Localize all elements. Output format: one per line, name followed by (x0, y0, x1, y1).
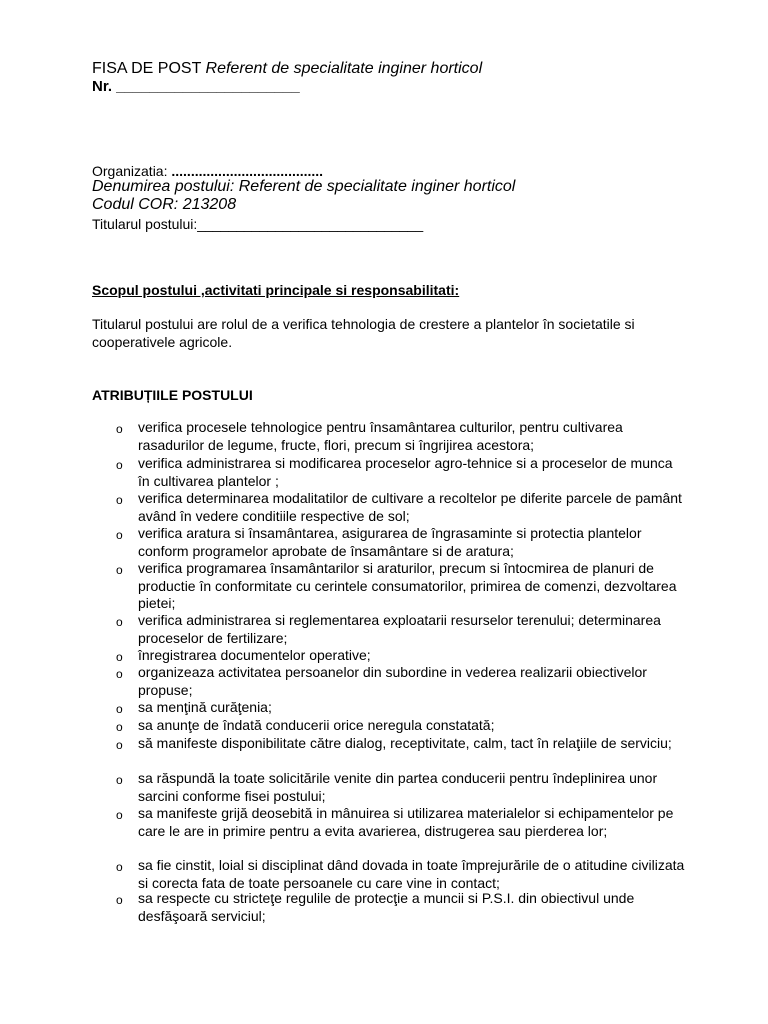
bullet-icon: o (116, 720, 123, 734)
duty-text: sa menţină curăţenia; (138, 699, 272, 715)
duty-item (116, 717, 686, 735)
cor-code-line: Codul COR: 213208 (92, 196, 237, 213)
duty-text: sa respecte cu stricteţe regulile de protecţie a muncii si P.S.I. din obiectivul unde desfăşoară serviciul; (138, 890, 635, 924)
duty-item (116, 699, 686, 717)
duty-item (116, 525, 686, 560)
title-job: Referent de specialitate inginer horticol (205, 60, 483, 77)
duty-item (116, 560, 686, 613)
bullet-icon: o (116, 422, 123, 436)
duty-item (116, 664, 686, 699)
duty-item (116, 890, 686, 925)
title-prefix: FISA DE POST (92, 60, 202, 77)
bullet-icon: o (116, 893, 123, 907)
bullet-icon: o (116, 860, 123, 874)
duty-text: verifica administrarea si modificarea proceselor agro-tehnice si a proceselor de munca în cultivarea plantelor ; (138, 455, 673, 489)
duty-text: sa manifeste grijă deosebită in mânuirea si utilizarea materialelor si echipamentelor pe care le are in primire pentru a evita avarierea, distrugerea sau pierderea lor; (138, 805, 674, 839)
duty-text: verifica procesele tehnologice pentru însamântarea culturilor, pentru cultivarea rasadurilor de legume, fructe, flori, precum si îngrijirea acestora; (138, 419, 623, 453)
duty-item (116, 805, 686, 840)
bullet-icon: o (116, 808, 123, 822)
duty-text: verifica programarea însamântarilor si araturilor, precum si întocmirea de planuri de productie în conformitate cu cerintele consumatorilor, primirea de comenzi, dezvoltarea pietei; (138, 560, 677, 611)
duty-text: verifica determinarea modalitatilor de cultivare a recoltelor pe diferite parcele de pamânt având în vedere conditiile respective de sol; (138, 490, 682, 524)
duty-item (116, 647, 686, 665)
bullet-icon: o (116, 493, 123, 507)
duty-text: organizeaza activitatea persoanelor din subordine in vederea realizarii obiectivelor propuse; (138, 664, 647, 698)
duty-item (116, 612, 686, 647)
duty-item (116, 419, 686, 454)
duty-item (116, 490, 686, 525)
bullet-icon: o (116, 650, 123, 664)
duties-heading: ATRIBUȚIILE POSTULUI (92, 387, 253, 403)
bullet-icon: o (116, 615, 123, 629)
duty-item (116, 735, 686, 753)
duty-text: sa anunţe de îndată conducerii orice neregula constatată; (138, 717, 495, 733)
duty-text: înregistrarea documentelor operative; (138, 647, 371, 663)
scope-heading: Scopul postului ,activitati principale si responsabilitati: (92, 282, 460, 298)
duty-item (116, 455, 686, 490)
bullet-icon: o (116, 738, 123, 752)
bullet-icon: o (116, 702, 123, 716)
bullet-icon: o (116, 563, 123, 577)
bullet-icon: o (116, 458, 123, 472)
duty-text: sa fie cinstit, loial si disciplinat dând dovada in toate împrejurările de o atitudine civilizata si corecta fata de toate persoanele cu care vine in contact; (138, 857, 685, 891)
organization-label: Organizatia: (92, 163, 168, 179)
duty-text: verifica aratura si însamântarea, asigurarea de îngrasaminte si protectia plantelor conform programelor aprobate de însamântare si de aratura; (138, 525, 642, 559)
bullet-icon: o (116, 773, 123, 787)
bullet-icon: o (116, 528, 123, 542)
organization-value: ....................................... (171, 163, 324, 179)
duty-text: sa răspundă la toate solicitările venite din partea conducerii pentru îndeplinirea unor sarcini conforme fisei postului; (138, 770, 658, 804)
job-holder-line: Titularul postului:_____________________________ (92, 216, 424, 232)
duty-item (116, 770, 686, 805)
job-name-line: Denumirea postului: Referent de specialitate inginer horticol (92, 178, 516, 195)
document-number-line: Nr. ______________________ (92, 78, 300, 95)
scope-text: Titularul postului are rolul de a verifica tehnologia de crestere a plantelor în societatile si cooperativele agricole. (92, 316, 635, 350)
document-title (92, 59, 482, 79)
duty-text: verifica administrarea si reglementarea exploatarii resurselor terenului; determinarea proceselor de fertilizare; (138, 612, 661, 646)
duty-text: să manifeste disponibilitate către dialog, receptivitate, calm, tact în relaţiile de serviciu; (138, 735, 672, 751)
duty-item (116, 857, 686, 892)
bullet-icon: o (116, 667, 123, 681)
